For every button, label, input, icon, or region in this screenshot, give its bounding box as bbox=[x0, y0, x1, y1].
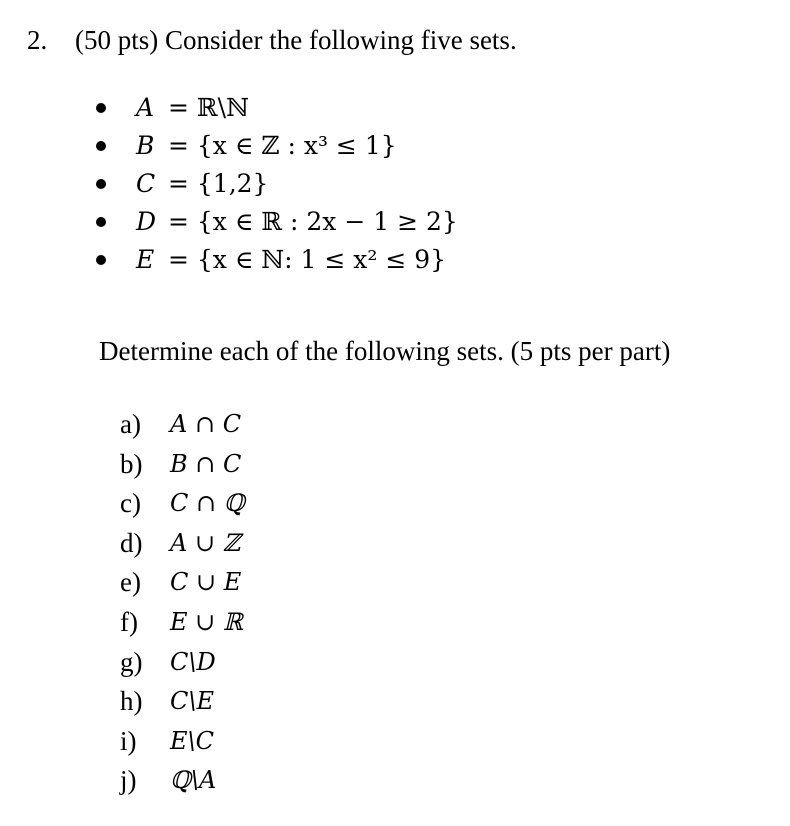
set-name: C bbox=[136, 169, 156, 198]
instructions: Determine each of the following sets. (5 pts per part) bbox=[99, 336, 671, 366]
bullet-icon bbox=[96, 255, 106, 265]
part-expression: ℚ\A bbox=[170, 766, 217, 795]
part-label: j) bbox=[120, 765, 137, 796]
set-definition: = ℝ\ℕ bbox=[168, 93, 249, 122]
part-expression: E ∪ ℝ bbox=[170, 607, 243, 636]
set-name: D bbox=[136, 207, 157, 236]
bullet-icon bbox=[96, 141, 106, 151]
set-name: A bbox=[136, 93, 155, 122]
set-name: E bbox=[136, 245, 155, 274]
bullet-icon bbox=[96, 217, 106, 227]
part-label: e) bbox=[120, 567, 141, 598]
bullet-icon bbox=[96, 103, 106, 113]
part-expression: B ∩ C bbox=[170, 449, 242, 478]
part-expression: C ∩ ℚ bbox=[170, 489, 245, 518]
part-expression: C\D bbox=[170, 647, 216, 676]
part-label: b) bbox=[120, 448, 143, 479]
bullet-icon bbox=[96, 179, 106, 189]
part-label: f) bbox=[120, 606, 138, 637]
part-label: d) bbox=[120, 527, 143, 558]
part-expression: E\C bbox=[170, 726, 214, 755]
part-expression: A ∩ C bbox=[170, 410, 242, 438]
set-definition: = {1,2} bbox=[168, 169, 269, 198]
part-label: c) bbox=[120, 488, 141, 519]
set-name: B bbox=[136, 131, 155, 160]
part-label: i) bbox=[120, 725, 137, 756]
part-expression: A ∪ ℤ bbox=[170, 528, 241, 557]
problem-number: 2. bbox=[27, 25, 48, 55]
problem-heading: (50 pts) Consider the following five sets. bbox=[75, 25, 517, 55]
problem-header bbox=[27, 22, 517, 58]
part-expression: C\E bbox=[170, 687, 214, 716]
set-definition: = {x ∈ ℤ : x³ ≤ 1} bbox=[168, 131, 397, 160]
set-definition: = {x ∈ ℕ: 1 ≤ x² ≤ 9} bbox=[168, 245, 447, 274]
part-label: h) bbox=[120, 686, 143, 717]
part-label: a) bbox=[120, 409, 141, 439]
part-expression: C ∪ E bbox=[170, 568, 242, 597]
part-label: g) bbox=[120, 646, 143, 677]
set-definition: = {x ∈ ℝ : 2x − 1 ≥ 2} bbox=[168, 207, 458, 236]
